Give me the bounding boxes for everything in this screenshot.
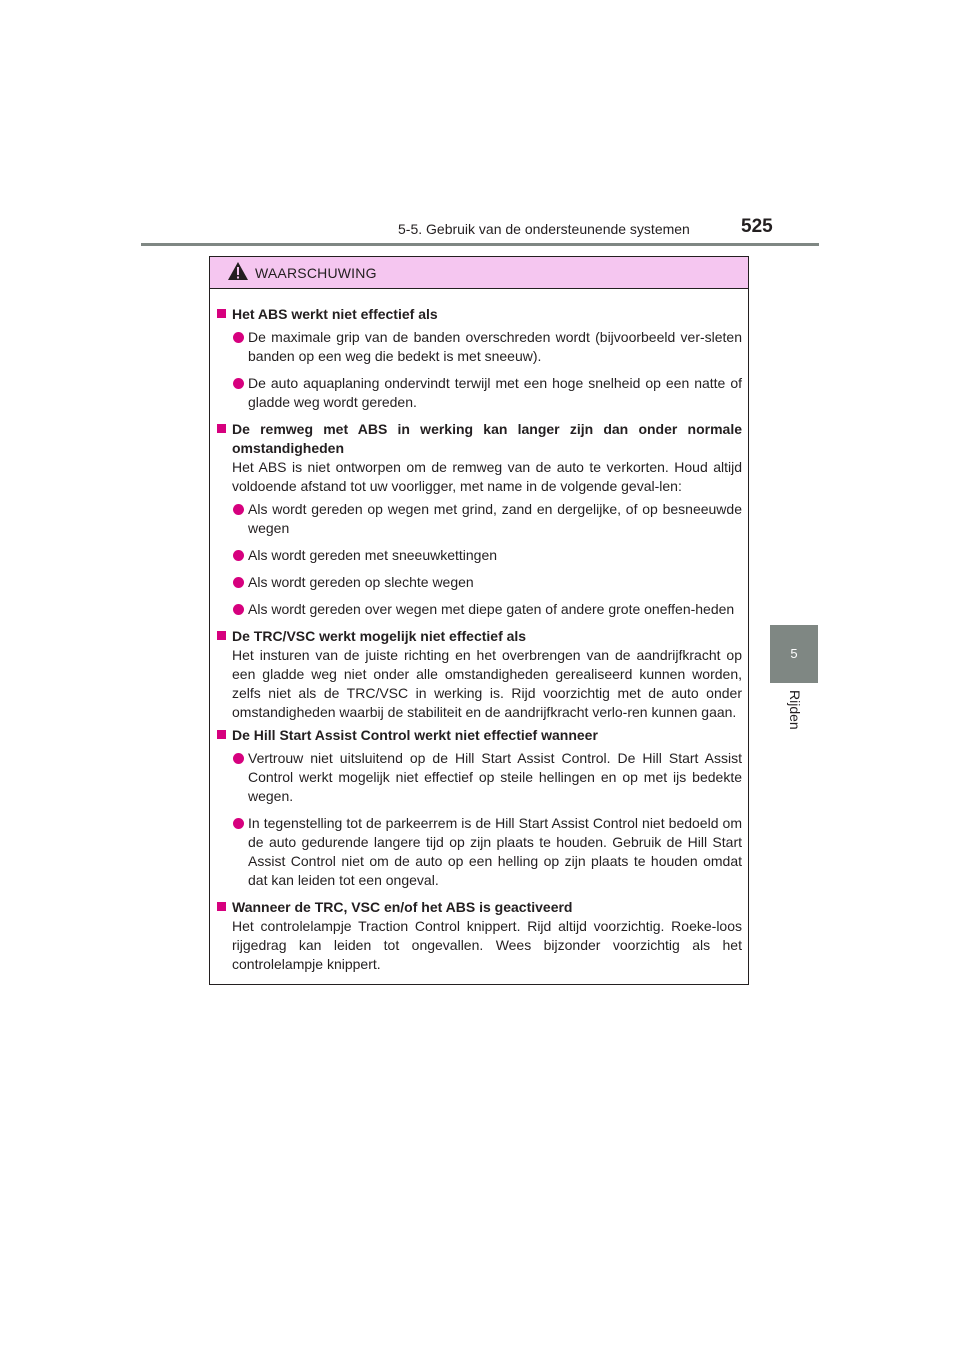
warning-header bbox=[210, 257, 748, 289]
warning-body bbox=[210, 289, 748, 974]
round-bullet-icon bbox=[233, 577, 244, 588]
round-bullet-icon bbox=[233, 378, 244, 389]
section-heading: De Hill Start Assist Control werkt niet effectief wanneer bbox=[216, 726, 742, 745]
paragraph: Het controlelampje Traction Control knippert. Rijd altijd voorzichtig. Roeke-loos rijgedrag kan leiden tot ongevallen. Wees bijzonder voorzichtig als het controlelampje knippert. bbox=[232, 918, 742, 972]
section-title: 5-5. Gebruik van de ondersteunende systemen bbox=[398, 221, 690, 237]
section-heading: De remweg met ABS in werking kan langer zijn dan onder normale omstandigheden bbox=[216, 420, 742, 458]
round-bullet-icon bbox=[233, 550, 244, 561]
round-bullet-icon bbox=[233, 332, 244, 343]
list-item: De maximale grip van de banden overschreden wordt (bijvoorbeeld ver-sleten banden op een weg die bedekt is met sneeuw). bbox=[216, 328, 742, 366]
page-number: 525 bbox=[741, 216, 773, 237]
chapter-tab[interactable] bbox=[770, 625, 818, 683]
paragraph: Het ABS is niet ontworpen om de remweg van de auto te verkorten. Houd altijd voldoende afstand tot uw voorligger, met name in de volgende geval-len: bbox=[232, 459, 742, 494]
square-bullet-icon bbox=[217, 424, 226, 433]
list-item: Als wordt gereden op slechte wegen bbox=[216, 573, 742, 592]
warning-title: WAARSCHUWING bbox=[255, 265, 377, 281]
square-bullet-icon bbox=[217, 309, 226, 318]
list-item: In tegenstelling tot de parkeerrem is de Hill Start Assist Control niet bedoeld om de auto gedurende langere tijd op zijn plaats te houden. Gebruik de Hill Start Assist Control niet om de auto op een helling op zijn plaats te houden omdat dat kan leiden tot een ongeval. bbox=[216, 814, 742, 890]
chapter-label: Rijden bbox=[787, 690, 803, 730]
section-heading: Wanneer de TRC, VSC en/of het ABS is geactiveerd bbox=[216, 898, 742, 917]
round-bullet-icon bbox=[233, 504, 244, 515]
round-bullet-icon bbox=[233, 753, 244, 764]
section-heading: De TRC/VSC werkt mogelijk niet effectief als bbox=[216, 627, 742, 646]
list-item: Vertrouw niet uitsluitend op de Hill Start Assist Control. De Hill Start Assist Control werkt mogelijk niet effectief op steile hellingen en op met ijs bedekte wegen. bbox=[216, 749, 742, 806]
section-heading: Het ABS werkt niet effectief als bbox=[216, 305, 742, 324]
list-item: Als wordt gereden over wegen met diepe gaten of andere grote oneffen-heden bbox=[216, 600, 742, 619]
list-item: De auto aquaplaning ondervindt terwijl met een hoge snelheid op een natte of gladde weg wordt gereden. bbox=[216, 374, 742, 412]
warning-triangle-icon bbox=[227, 261, 249, 281]
header-rule bbox=[141, 243, 819, 246]
square-bullet-icon bbox=[217, 631, 226, 640]
chapter-number: 5 bbox=[790, 646, 798, 661]
round-bullet-icon bbox=[233, 818, 244, 829]
warning-box bbox=[209, 256, 749, 985]
list-item: Als wordt gereden op wegen met grind, zand en dergelijke, of op besneeuwde wegen bbox=[216, 500, 742, 538]
paragraph: Het insturen van de juiste richting en het overbrengen van de aandrijfkracht op een gladde weg niet onder alle omstandigheden gerealiseerd kunnen worden, zelfs niet als de TRC/VSC in werking is. Rijd voorzichtig met de auto onder omstandigheden waarbij de stabiliteit en de aandrijfkracht verlo-ren kunnen gaan. bbox=[232, 647, 742, 720]
list-item: Als wordt gereden met sneeuwkettingen bbox=[216, 546, 742, 565]
square-bullet-icon bbox=[217, 902, 226, 911]
square-bullet-icon bbox=[217, 730, 226, 739]
round-bullet-icon bbox=[233, 604, 244, 615]
